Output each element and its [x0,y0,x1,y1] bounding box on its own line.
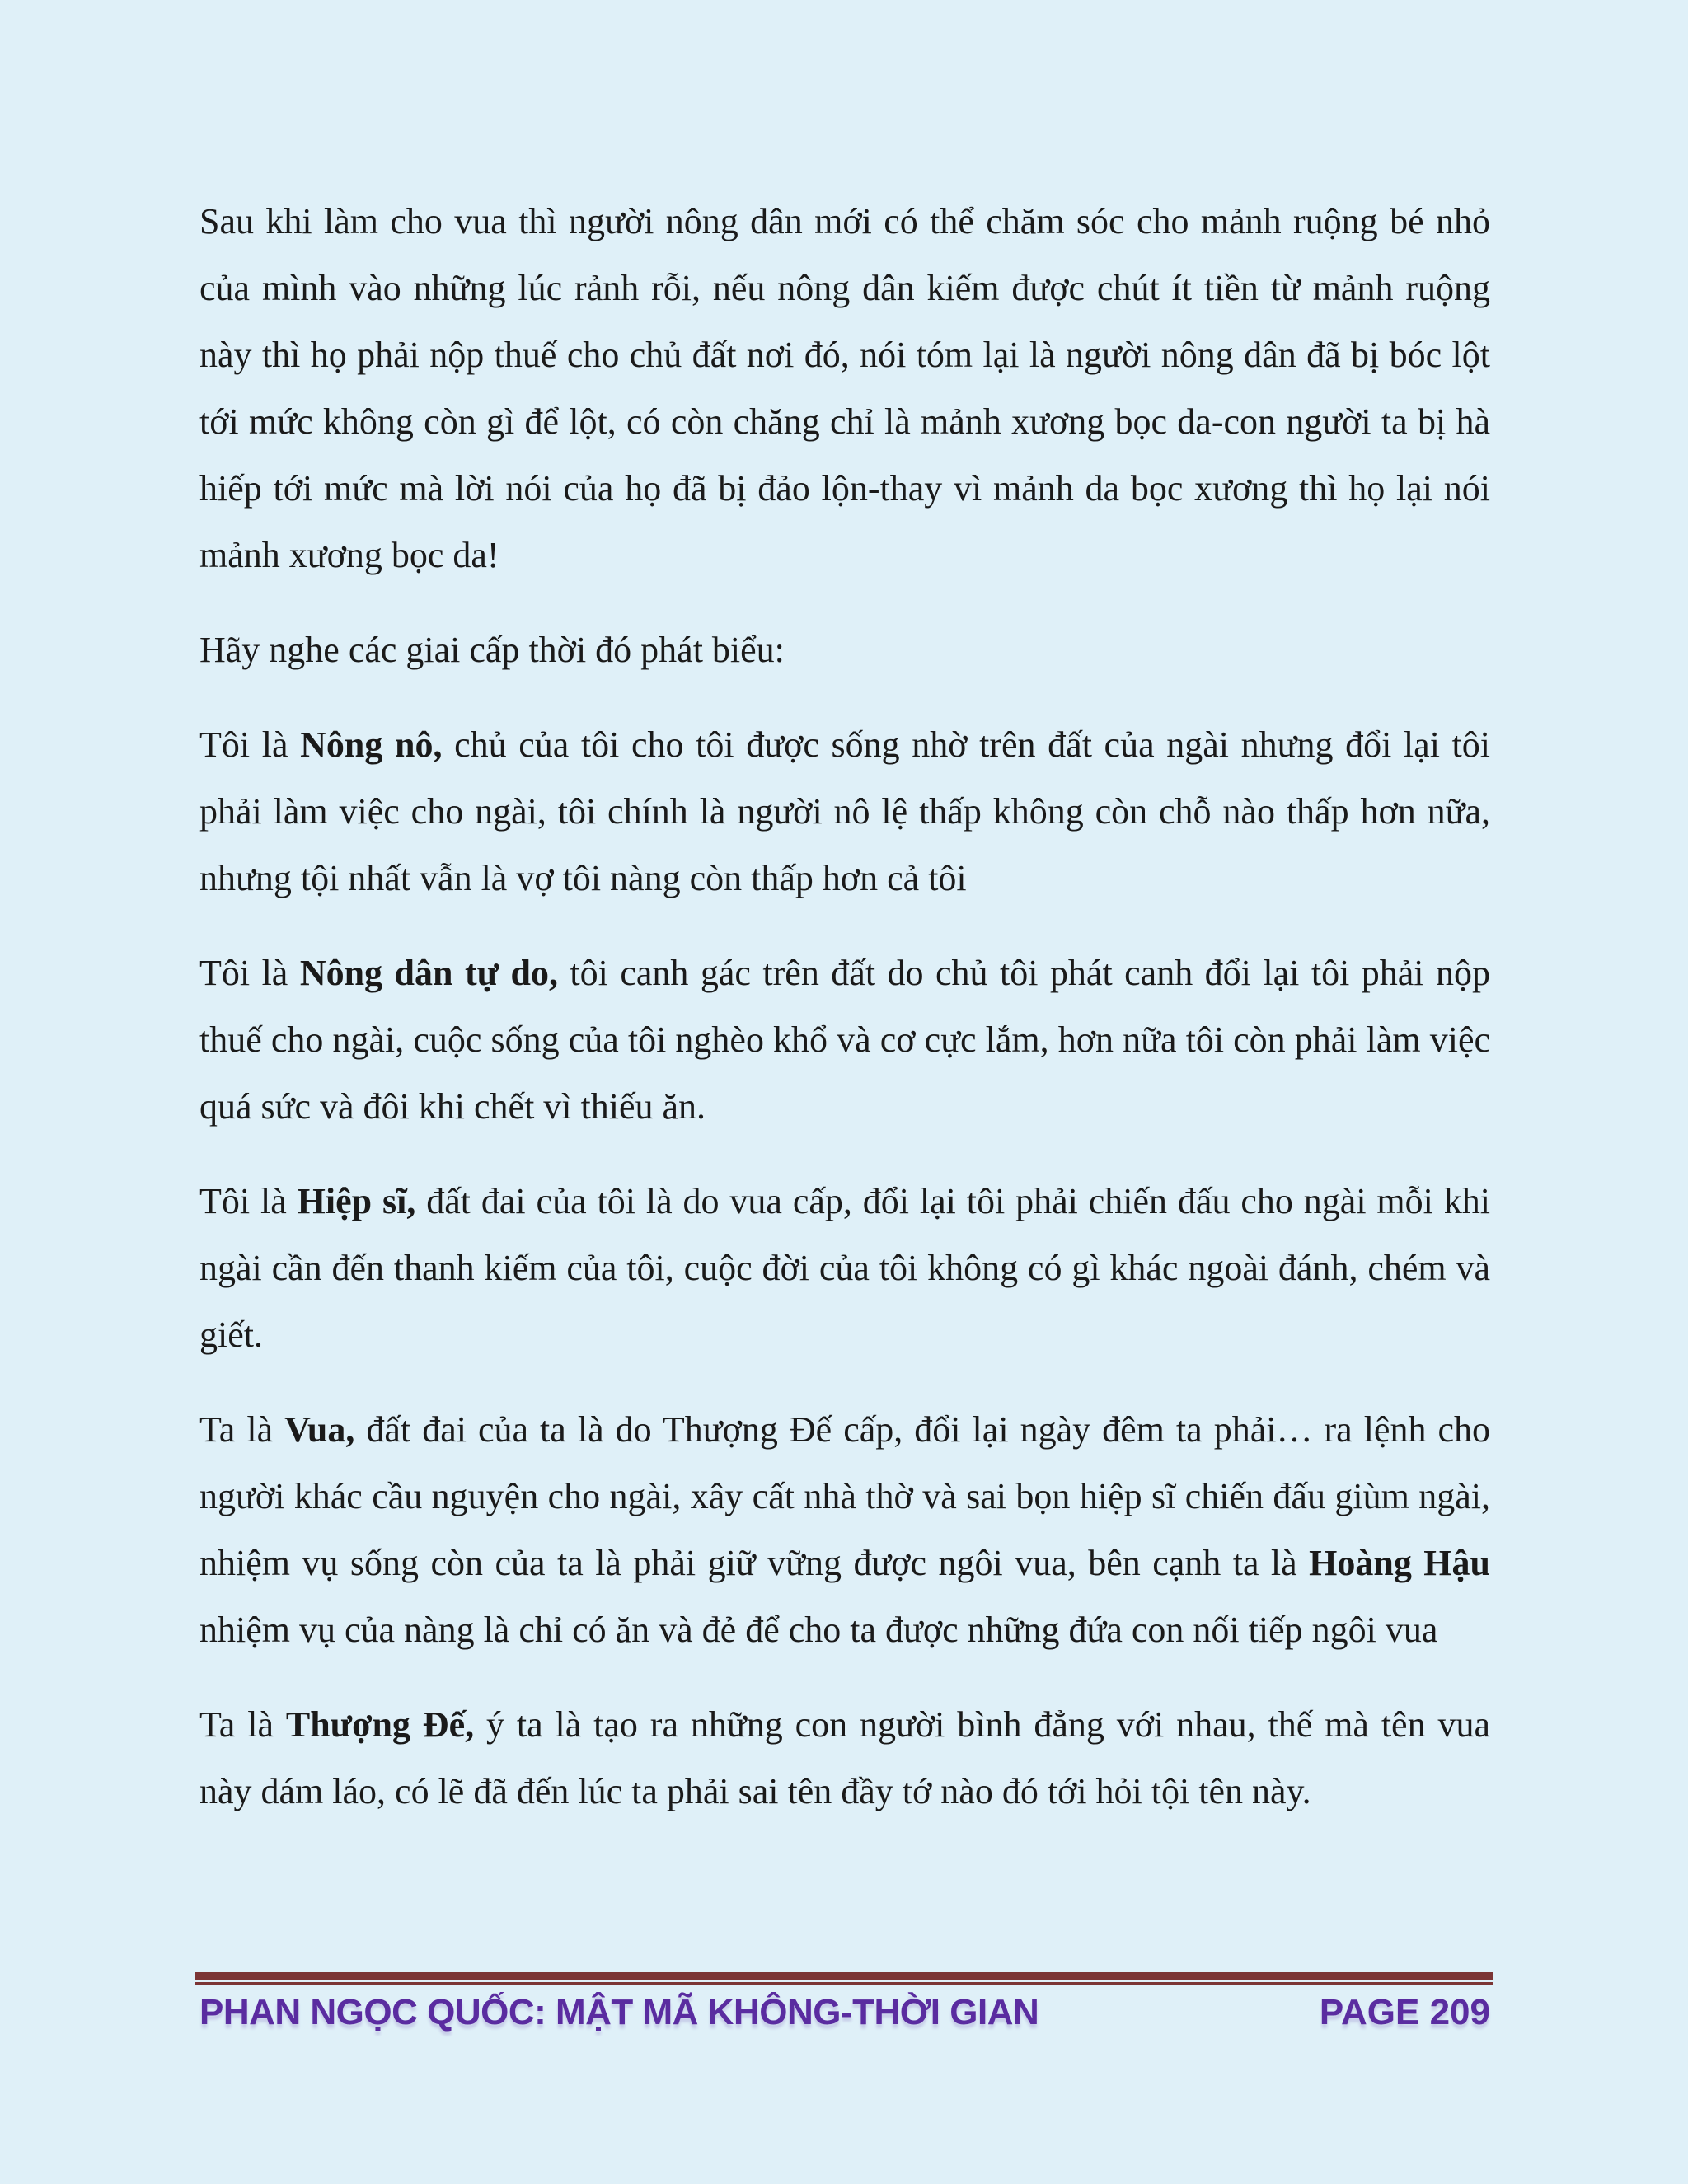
bold-term: Nông nô, [300,724,443,765]
text-run: Tôi là [199,953,300,993]
paragraph-2 [199,616,1490,683]
bold-term: Vua, [284,1409,355,1450]
text-run: Ta là [199,1409,285,1450]
bold-term: Thượng Đế, [285,1704,475,1745]
footer-divider [195,1972,1493,1985]
text-run: nhiệm vụ của nàng là chỉ có ăn và đẻ để cho ta được những đứa con nối tiếp ngôi vua [199,1610,1438,1650]
paragraph-4 [199,940,1490,1140]
footer-book-title: PHAN NGỌC QUỐC: MẬT MÃ KHÔNG-THỜI GIAN [199,1992,1039,2032]
footer-divider-thick-line [195,1972,1493,1980]
page-footer [199,1988,1490,2037]
text-run: Tôi là [199,724,301,765]
bold-term: Hiệp sĩ, [297,1181,416,1221]
text-run: đất đai của ta là do Thượng Đế cấp, đổi lại ngày đêm ta phải… ra lệnh cho người khác cầu nguyện cho ngài, xây cất nhà thờ và sai bọn hiệp sĩ chiến đấu giùm ngài, nhiệm vụ sống còn của ta là phải giữ vững được ngôi vua, bên cạnh ta là [199,1409,1491,1583]
text-run: Ta là [199,1704,286,1745]
bold-term: Hoàng Hậu [1309,1543,1491,1583]
text-run: Sau khi làm cho vua thì người nông dân mới có thể chăm sóc cho mảnh ruộng bé nhỏ của mình vào những lúc rảnh rỗi, nếu nông dân kiếm được chút ít tiền từ mảnh ruộng này thì họ phải nộp thuế cho chủ đất nơi đó, nói tóm lại là người nông dân đã bị bóc lột tới mức không còn gì để lột, có còn chăng chỉ là mảnh xương bọc da-con người ta bị hà hiếp tới mức mà lời nói của họ đã bị đảo lộn-thay vì mảnh da bọc xương thì họ lại nói mảnh xương bọc da! [199,201,1490,575]
paragraph-1 [199,188,1490,588]
text-run: tôi canh gác trên đất do chủ tôi phát canh đổi lại tôi phải nộp thuế cho ngài, cuộc sống của tôi nghèo khổ và cơ cực lắm, hơn nữa tôi còn phải làm việc quá sức và đôi khi chết vì thiếu ăn. [199,953,1490,1127]
paragraph-5 [199,1168,1490,1368]
paragraph-7 [199,1691,1490,1825]
text-run: ý ta là tạo ra những con người bình đẳng với nhau, thế mà tên vua này dám láo, có lẽ đã đến lúc ta phải sai tên đầy tớ nào đó tới hỏi tội tên này. [199,1704,1490,1811]
footer-page-number: PAGE 209 [1319,1992,1490,2032]
text-run: đất đai của tôi là do vua cấp, đổi lại tôi phải chiến đấu cho ngài mỗi khi ngài cần đến thanh kiếm của tôi, cuộc đời của tôi không có gì khác ngoài đánh, chém và giết. [199,1181,1491,1355]
text-run: Tôi là [199,1181,298,1221]
paragraph-3 [199,711,1490,912]
paragraph-6 [199,1396,1490,1663]
bold-term: Nông dân tự do, [299,953,558,993]
text-run: chủ của tôi cho tôi được sống nhờ trên đất của ngài nhưng đổi lại tôi phải làm việc cho ngài, tôi chính là người nô lệ thấp không còn chỗ nào thấp hơn nữa, nhưng tội nhất vẫn là vợ tôi nàng còn thấp hơn cả tôi [199,724,1490,898]
footer-divider-thin-line [195,1982,1493,1985]
text-run: Hãy nghe các giai cấp thời đó phát biểu: [199,630,785,670]
body-text [199,188,1490,1853]
